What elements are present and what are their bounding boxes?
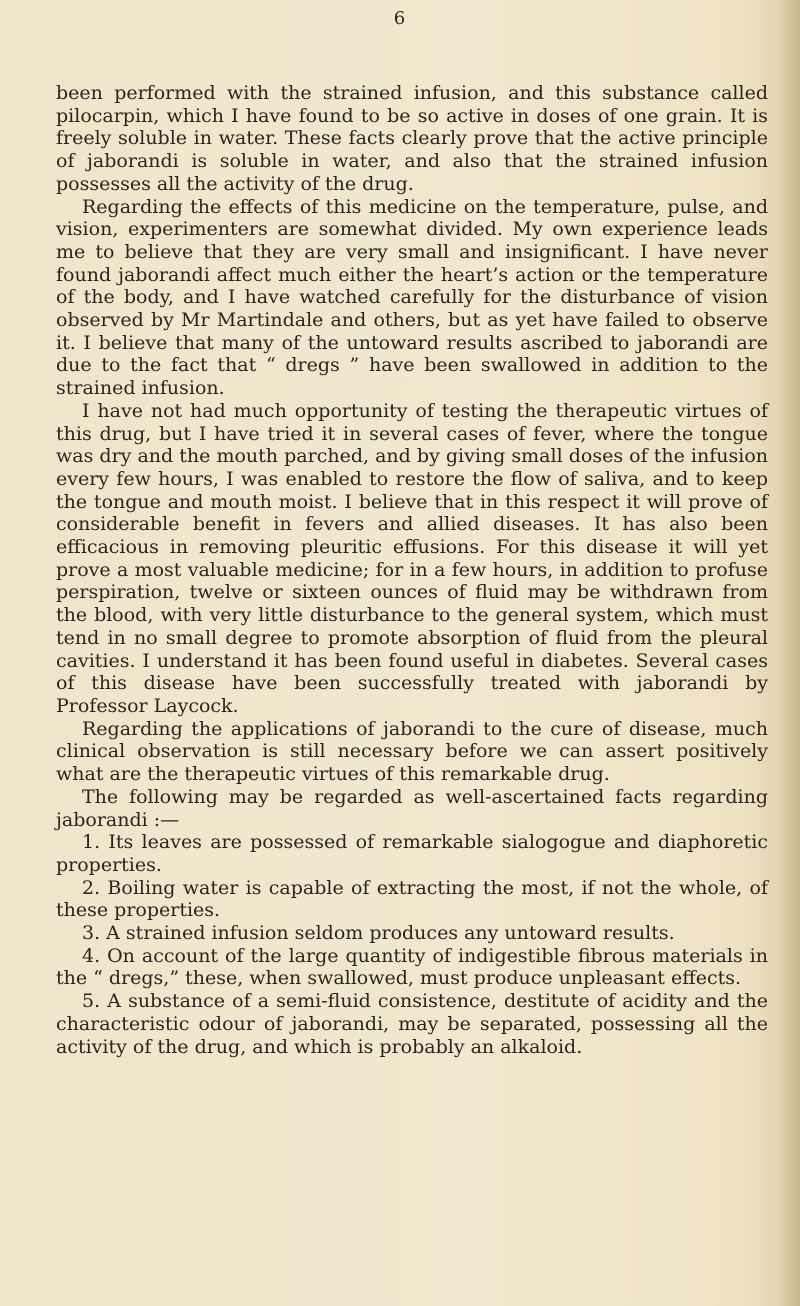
page-edge-shadow — [780, 0, 800, 1306]
paragraph-continuation: been performed with the strained infusion, and this substance called pilocarpin, which I have found to be so active in doses of one grain. It is freely soluble in water. These facts clearly prove that the active principle of jaborandi is soluble in water, and also that the strained infusion possesses all the activity of the drug. — [56, 82, 768, 195]
body-text — [56, 82, 768, 1058]
page-number: 6 — [393, 8, 407, 29]
list-item: 4. On account of the large quantity of indigestible fibrous materials in the “ dregs,” these, when swallowed, must produce unpleasant effects. — [56, 944, 768, 990]
paragraph-therapeutic-virtues: I have not had much opportunity of testing the therapeutic virtues of this drug, but I have tried it in several cases of fever, where the tongue was dry and the mouth parched, and by giving small doses of the infusion every few hours, I was enabled to restore the flow of saliva, and to keep the tongue and mouth moist. I believe that in this respect it will prove of considerable benefit in fevers and allied diseases. It has also been efficacious in removing pleuritic effusions. For this disease it will yet prove a most valuable medicine; for in a few hours, in addition to profuse perspiration, twelve or sixteen ounces of fluid may be withdrawn from the blood, with very little disturbance to the general system, which must tend in no small degree to promote absorption of fluid from the pleural cavities. I understand it has been found useful in diabetes. Several cases of this disease have been successfully treated with jaborandi by Professor Laycock. — [56, 399, 768, 717]
list-item: 3. A strained infusion seldom produces any untoward results. — [82, 922, 675, 945]
list-item: 1. Its leaves are possessed of remarkable sialogogue and diaphoretic properties. — [56, 831, 768, 876]
list-item: 2. Boiling water is capable of extracting the most, if not the whole, of these properties. — [56, 876, 768, 922]
paragraph-effects: Regarding the effects of this medicine on the temperature, pulse, and vision, experimenters are somewhat divided. My own experience leads me to believe that they are very small and insignificant. I have never found jaborandi affect much either the heart’s action or the temperature of the body, and I have watched carefully for the disturbance of vision observed by Mr Martindale and others, but as yet have failed to observe it. I believe that many of the untoward results ascribed to jaborandi are due to the fact that “ dregs ” have been swallowed in addition to the strained infusion. — [56, 195, 768, 400]
list-item: 5. A substance of a semi-fluid consistence, destitute of acidity and the characteristic odour of jaborandi, may be separated, possessing all the activity of the drug, and which is probably an alkaloid. — [56, 990, 768, 1058]
paragraph-applications: Regarding the applications of jaborandi to the cure of disease, much clinical observation is still necessary before we can assert positively what are the therapeutic virtues of this remarkable drug. — [56, 717, 768, 786]
paragraph-facts-intro: The following may be regarded as well-ascertained facts regarding jaborandi :— — [56, 785, 768, 831]
